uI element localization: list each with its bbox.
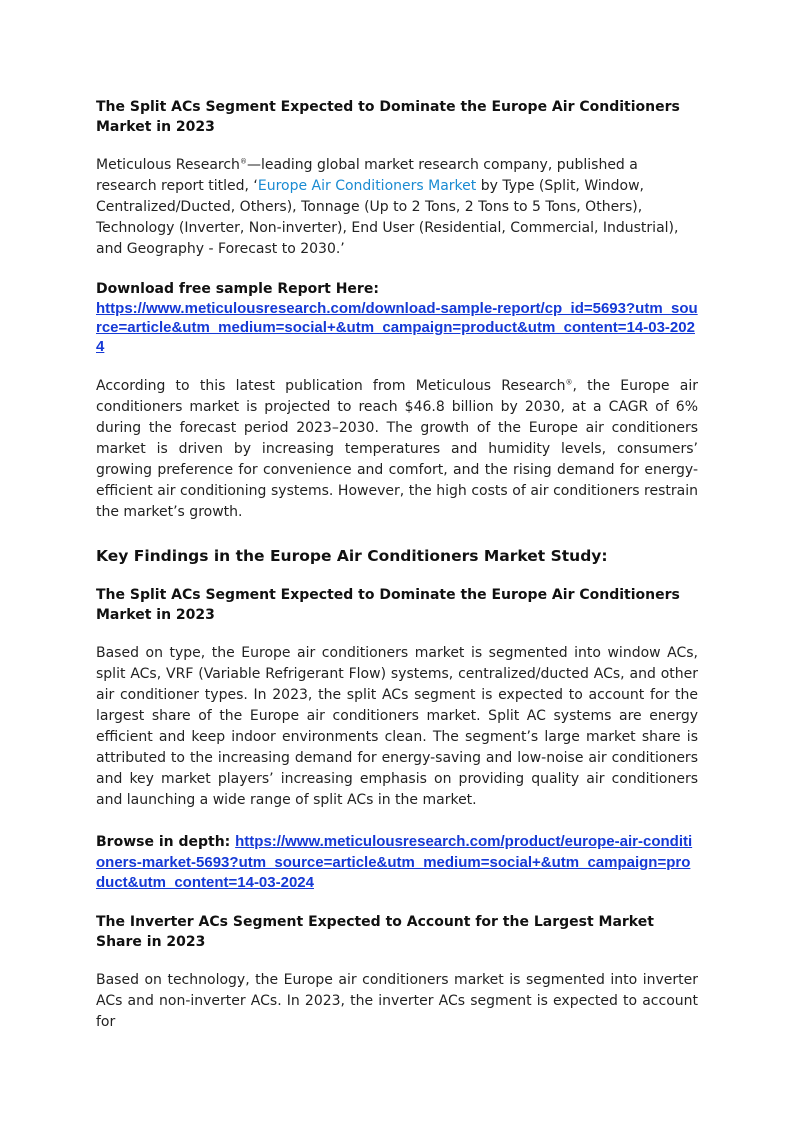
publisher-name: Meticulous Research: [96, 157, 240, 173]
intro-text-b: by Type (Split, Window, Centralized/Ducted, Others), Tonnage (Up to 2 Tons, 2 Tons to 5 Tons, Others), Technology (Inverter, Non-inverter), End User (Residential, Commercial, Industrial), and Geography - Forecast to 2030.’: [96, 178, 679, 257]
browse-label: Browse in depth:: [96, 834, 236, 850]
section-heading-split-acs: The Split ACs Segment Expected to Dominate the Europe Air Conditioners Market in 2023: [96, 99, 680, 135]
key-findings-heading: Key Findings in the Europe Air Conditioners Market Study:: [96, 547, 608, 565]
browse-block: [96, 831, 698, 892]
section-heading-inverter-acs: The Inverter ACs Segment Expected to Account for the Largest Market Share in 2023: [96, 914, 654, 950]
registered-mark: ®: [239, 157, 247, 166]
overview-text-a: According to this latest publication from Meticulous Research: [96, 378, 566, 394]
intro-paragraph: [96, 155, 698, 260]
download-block: [96, 280, 698, 356]
document-page: [96, 97, 698, 1033]
technology-segment-paragraph: Based on technology, the Europe air conditioners market is segmented into inverter ACs and non-inverter ACs. In 2023, the inverter ACs segment is expected to account for: [96, 972, 698, 1030]
overview-text-b: , the Europe air conditioners market is projected to reach $46.8 billion by 2030, at a CAGR of 6% during the forecast period 2023–2030. The growth of the Europe air conditioners market is driven by increasing temperatures and humidity levels, consumers’ growing preference for convenience and comfort, and the rising demand for energy-efficient air conditioning systems. However, the high costs of air conditioners restrain the market’s growth.: [96, 378, 698, 520]
download-label: Download free sample Report Here:: [96, 281, 379, 297]
market-overview-paragraph: [96, 376, 698, 523]
registered-mark: ®: [565, 378, 573, 387]
intro-text-a: —leading global market research company, published a research report titled, ‘: [96, 157, 638, 194]
browse-in-depth-link[interactable]: https://www.meticulousresearch.com/product/europe-air-conditioners-market-5693?utm_source=article&utm_medium=social+&utm_campaign=product&utm_content=14-03-2024: [96, 833, 693, 891]
type-segment-paragraph: Based on type, the Europe air conditioners market is segmented into window ACs, split ACs, VRF (Variable Refrigerant Flow) systems, centralized/ducted ACs, and other air conditioner types. In 2023, the split ACs segment is expected to account for the largest share of the Europe air conditioners market. Split AC systems are energy efficient and keep indoor environments clean. The segment’s large market share is attributed to the increasing demand for energy-saving and low-noise air conditioners and key market players’ increasing emphasis on providing quality air conditioners and launching a wide range of split ACs in the market.: [96, 645, 698, 808]
report-title-link[interactable]: Europe Air Conditioners Market: [257, 178, 477, 194]
download-sample-link[interactable]: https://www.meticulousresearch.com/download-sample-report/cp_id=5693?utm_source=article&utm_medium=social+&utm_campaign=product&utm_content=14-03-2024: [96, 300, 698, 355]
section-heading-split-acs-2: The Split ACs Segment Expected to Dominate the Europe Air Conditioners Market in 2023: [96, 587, 680, 623]
